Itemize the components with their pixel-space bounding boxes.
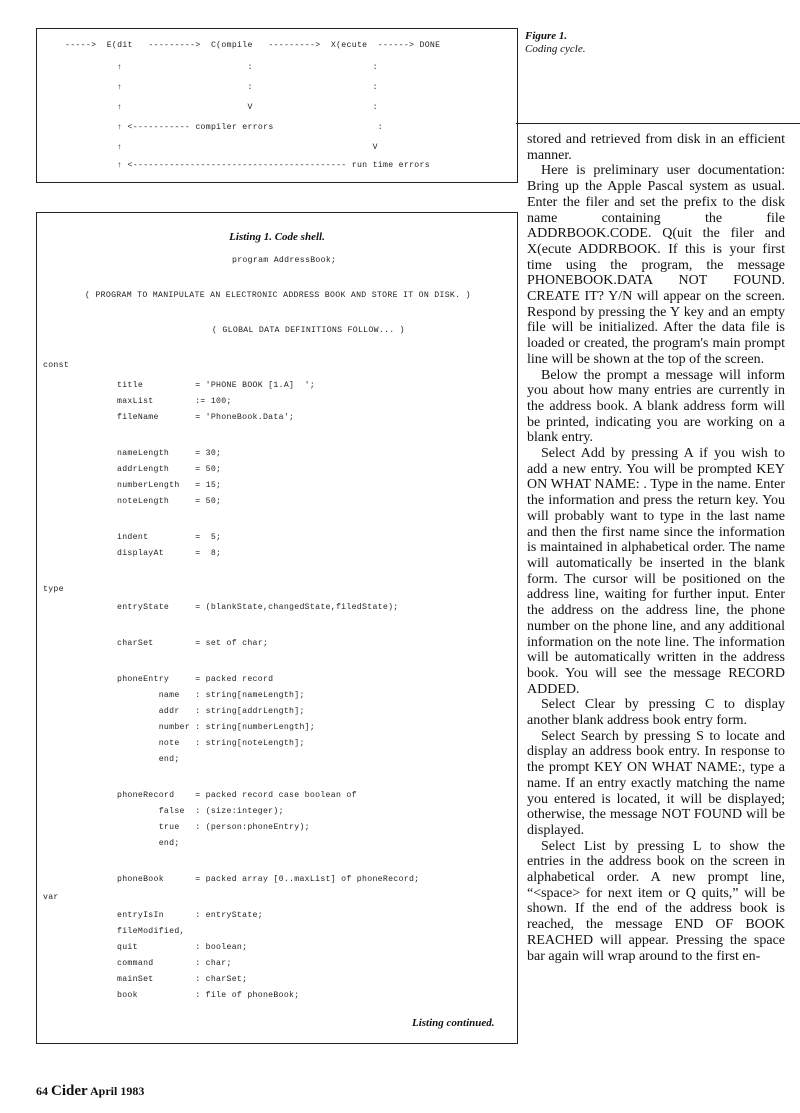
listing-line: ( GLOBAL DATA DEFINITIONS FOLLOW... ) (212, 326, 405, 335)
listing-line: name : string[nameLength]; (117, 691, 305, 700)
figure-line: -----> E(dit ---------> C(ompile ---------> X(ecute ------> DONE (65, 41, 441, 50)
figure-line: ↑ V (65, 143, 378, 152)
listing-line: title = 'PHONE BOOK [1.A] '; (117, 381, 316, 390)
article-paragraph: stored and retrieved from disk in an efficient manner. (527, 132, 785, 163)
listing-line: numberLength = 15; (117, 481, 222, 490)
listing-continued-note: Listing continued. (412, 1017, 495, 1029)
figure-line: ↑ : : (65, 63, 378, 72)
listing-line: maxList := 100; (117, 397, 232, 406)
listing-line: note : string[noteLength]; (117, 739, 305, 748)
listing-line: phoneEntry = packed record (117, 675, 274, 684)
listing-line: fileName = 'PhoneBook.Data'; (117, 413, 295, 422)
magazine-logo: Cider (51, 1083, 88, 1099)
figure-line: ↑ <----------- compiler errors : (65, 123, 384, 132)
listing-line: end; (117, 839, 180, 848)
listing-line: fileModified, (117, 927, 185, 936)
listing-line: var (43, 893, 59, 902)
listing-line: true : (person:phoneEntry); (117, 823, 310, 832)
listing-line: noteLength = 50; (117, 497, 222, 506)
article-paragraph: Select List by pressing L to show the entries in the address book on the screen in alphabetical order. A new prompt line, “<space> for next item or Q quits,” will be shown. If the end of the address book is reached, the message END OF BOOK REACHED will appear. Pressing the space bar again will wrap around to the first en- (527, 838, 785, 964)
article-paragraph: Select Add by pressing A if you wish to add a new entry. You will be prompted KEY ON WHAT NAME: . Type in the name. Enter the information and press the return key. You will probably want to type in the last name and then the first name since the information is maintained in alphabetical order. The name will automatically be inserted in the blank form. The cursor will be positioned on the address line, waiting for further input. Enter the address on the address line, the phone number on the phone line, and any additional information on the note line. The information will be automatically written in the address book. You will see the message RECORD ADDED. (527, 446, 785, 697)
listing-line: book : file of phoneBook; (117, 991, 300, 1000)
figure-caption-text: Coding cycle. (525, 43, 586, 55)
listing-line: false : (size:integer); (117, 807, 284, 816)
figure-line: ↑ V : (65, 103, 378, 112)
listing-line: command : char; (117, 959, 232, 968)
figure-line: ↑ <----------------------------------------- run time errors (65, 161, 430, 170)
figure-caption (525, 30, 585, 56)
article-body (527, 132, 785, 964)
article-paragraph: Select Clear by pressing C to display another blank address book entry form. (527, 697, 785, 729)
issue-date: April 1983 (90, 1084, 145, 1098)
figure-line: ↑ : : (65, 83, 378, 92)
article-paragraph: Select Search by pressing S to locate and display an address book entry. In response to the prompt KEY ON WHAT NAME:, type a name. If an entry exactly matching the name you entered is located, it will be displayed; otherwise, the message NOT FOUND will be displayed. (527, 728, 785, 838)
page-number: 64 (36, 1084, 48, 1098)
article-paragraph: Here is preliminary user documentation: Bring up the Apple Pascal system as usual. Enter the filer and set the prefix to the disk name containing the file ADDRBOOK.CODE. Q(uit the filer and X(ecute ADDRBOOK. If this is your first time using the program, the message PHONEBOOK.DATA NOT FOUND. CREATE IT? Y/N will appear on the screen. Respond by pressing the Y key and an empty file will be initialized. After the data file is loaded or created, the program's main prompt line will be shown at the top of the screen. (527, 163, 785, 367)
figure-1-box (36, 28, 518, 183)
listing-line: addrLength = 50; (117, 465, 222, 474)
listing-line: quit : boolean; (117, 943, 248, 952)
listing-line: displayAt = 8; (117, 549, 222, 558)
listing-line: charSet = set of char; (117, 639, 269, 648)
listing-line: phoneBook = packed array [0..maxList] of phoneRecord; (117, 875, 420, 884)
listing-line: program AddressBook; (232, 256, 337, 265)
page-footer (36, 1083, 144, 1100)
listing-line: phoneRecord = packed record case boolean of (117, 791, 357, 800)
listing-line: ( PROGRAM TO MANIPULATE AN ELECTRONIC ADDRESS BOOK AND STORE IT ON DISK. ) (85, 291, 471, 300)
listing-line: addr : string[addrLength]; (117, 707, 305, 716)
listing-line: entryIsIn : entryState; (117, 911, 263, 920)
listing-line: end; (117, 755, 180, 764)
listing-line: entryState = (blankState,changedState,filedState); (117, 603, 399, 612)
column-rule (516, 123, 800, 124)
figure-caption-title: Figure 1. (525, 30, 568, 42)
article-paragraph: Below the prompt a message will inform you about how many entries are currently in the address book. A blank address form will be printed, indicating you are working on a blank entry. (527, 367, 785, 446)
listing-line: const (43, 361, 70, 370)
listing-line: number : string[numberLength]; (117, 723, 316, 732)
listing-line: indent = 5; (117, 533, 222, 542)
listing-1-box (36, 212, 518, 1044)
listing-line: nameLength = 30; (117, 449, 222, 458)
listing-line: mainSet : charSet; (117, 975, 248, 984)
listing-line: type (43, 585, 64, 594)
listing-title: Listing 1. Code shell. (229, 231, 325, 243)
